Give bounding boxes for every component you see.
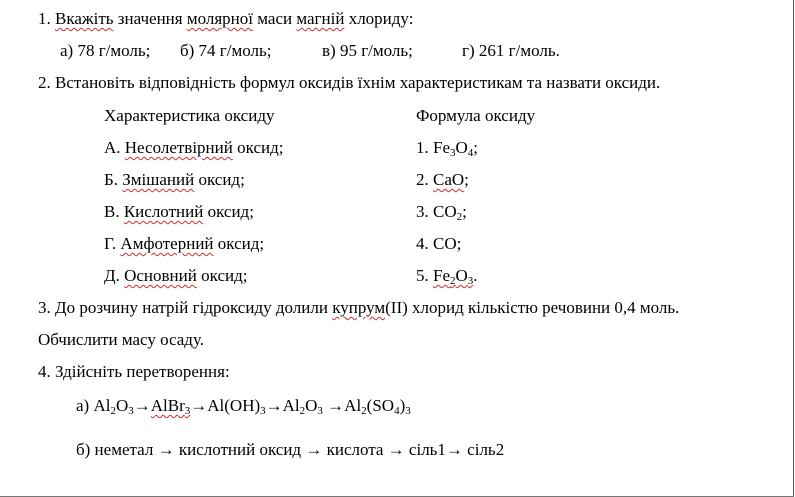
formula-sub: 2	[450, 275, 456, 287]
chem-part: AlBr	[150, 396, 185, 415]
question-4-title: 4. Здійсніть перетворення:	[38, 362, 230, 381]
transformation-a	[76, 396, 411, 416]
characteristic-row	[104, 202, 254, 222]
formula-part: CaO	[433, 170, 465, 189]
formula-part: Fe	[433, 138, 450, 157]
formula-part: O	[455, 266, 468, 285]
q3-text: (II) хлорид кількістю речовини 0,4 моль.	[385, 298, 680, 317]
row-name: Несолетвірний	[124, 138, 233, 157]
formula-num: 4.	[416, 234, 433, 253]
row-letter: Д.	[104, 266, 125, 285]
row-name: оксид;	[232, 138, 284, 157]
characteristic-row	[104, 234, 264, 254]
characteristic-row	[104, 170, 245, 190]
chem-sub: 3	[317, 405, 323, 417]
question-3-line2: Обчислити масу осаду.	[38, 330, 205, 349]
formula-row	[416, 234, 461, 254]
question-3	[38, 298, 679, 318]
formula-row	[416, 266, 478, 286]
row-name: Кислотний	[123, 202, 204, 221]
q1-option-c: в) 95 г/моль;	[322, 41, 413, 60]
formula-part: O	[455, 138, 468, 157]
row-name: оксид;	[213, 234, 265, 253]
chem-sub: 3	[260, 405, 266, 417]
formula-sub: 3	[467, 275, 474, 287]
q1-option-a: а) 78 г/моль;	[60, 41, 151, 60]
page-border-right	[793, 0, 794, 497]
q1-text: маси	[253, 9, 297, 28]
question-2-title: 2. Встановіть відповідність формул оксидів їхнім характеристикам та назвати оксиди.	[38, 73, 661, 92]
formula-part: CO;	[433, 234, 462, 253]
characteristic-row	[104, 138, 283, 158]
formula-part: CO	[433, 202, 457, 221]
chem-sub: 3	[405, 405, 411, 417]
formula-num: 2.	[416, 170, 433, 189]
formula-part: Fe	[433, 266, 450, 285]
formula-part: ;	[473, 138, 479, 157]
q1-text: Вкажіть	[55, 9, 114, 28]
chem-sub: 4	[394, 405, 400, 417]
formula-fe2o3	[433, 266, 473, 285]
question-1	[38, 9, 413, 29]
chem-sub: 3	[128, 405, 134, 417]
formula-num: 3.	[416, 202, 433, 221]
row-name: Амфотерний	[120, 234, 214, 253]
chem-part: →Al	[265, 396, 300, 415]
formula-sub: 3	[450, 147, 456, 159]
row-name: Змішаний	[122, 170, 195, 189]
chem-part: )	[399, 396, 406, 415]
chem-part: O	[305, 396, 318, 415]
row-letter: Г.	[104, 234, 121, 253]
formula-part: ;	[464, 170, 469, 189]
arrow: →	[133, 396, 151, 415]
albr3	[151, 396, 191, 415]
chem-sub: 2	[110, 405, 116, 417]
row-letter: А.	[104, 138, 125, 157]
chem-sub: 3	[184, 405, 191, 417]
characteristic-row	[104, 266, 247, 286]
row-name: оксид;	[196, 266, 248, 285]
q3-text: 3. До розчину натрій гідроксиду долили	[38, 298, 333, 317]
q1-option-d: г) 261 г/моль.	[462, 41, 560, 60]
formula-part: ;	[462, 202, 467, 221]
q3-text: купрум	[332, 298, 386, 317]
chem-sub: 2	[299, 405, 306, 417]
row-name: Основний	[124, 266, 197, 285]
row-name: оксид;	[203, 202, 254, 221]
transformation-b: б) неметал → кислотний оксид → кислота → сіль1→ сіль2	[76, 440, 505, 459]
row-letter: Б.	[104, 170, 123, 189]
formula-sub: 2	[456, 211, 463, 223]
formula-num: 5.	[416, 266, 433, 285]
chem-part: (SO	[366, 396, 395, 415]
row-name: оксид;	[194, 170, 245, 189]
formula-part: .	[473, 266, 478, 285]
row-letter: В.	[104, 202, 124, 221]
chem-sub: 2	[361, 405, 367, 417]
formula-num: 1.	[416, 138, 433, 157]
chem-part: →Al	[322, 396, 362, 415]
q1-text: молярної	[186, 9, 254, 28]
chem-part: а) Al	[76, 396, 111, 415]
formula-row	[416, 202, 467, 222]
formula-row	[416, 138, 478, 158]
q1-text: хлориду:	[344, 9, 414, 28]
col-formula-header: Формула оксиду	[416, 106, 536, 125]
formula-sub: 4	[467, 147, 474, 159]
q1-text: значення	[113, 9, 187, 28]
q1-option-b: б) 74 г/моль;	[180, 41, 272, 60]
formula-row	[416, 170, 469, 190]
q1-text: 1.	[38, 9, 55, 28]
col-characteristic-header: Характеристика оксиду	[104, 106, 275, 125]
chem-part: →Al(OH)	[190, 396, 261, 415]
chem-part: O	[115, 396, 129, 415]
q1-text: магній	[296, 9, 345, 28]
